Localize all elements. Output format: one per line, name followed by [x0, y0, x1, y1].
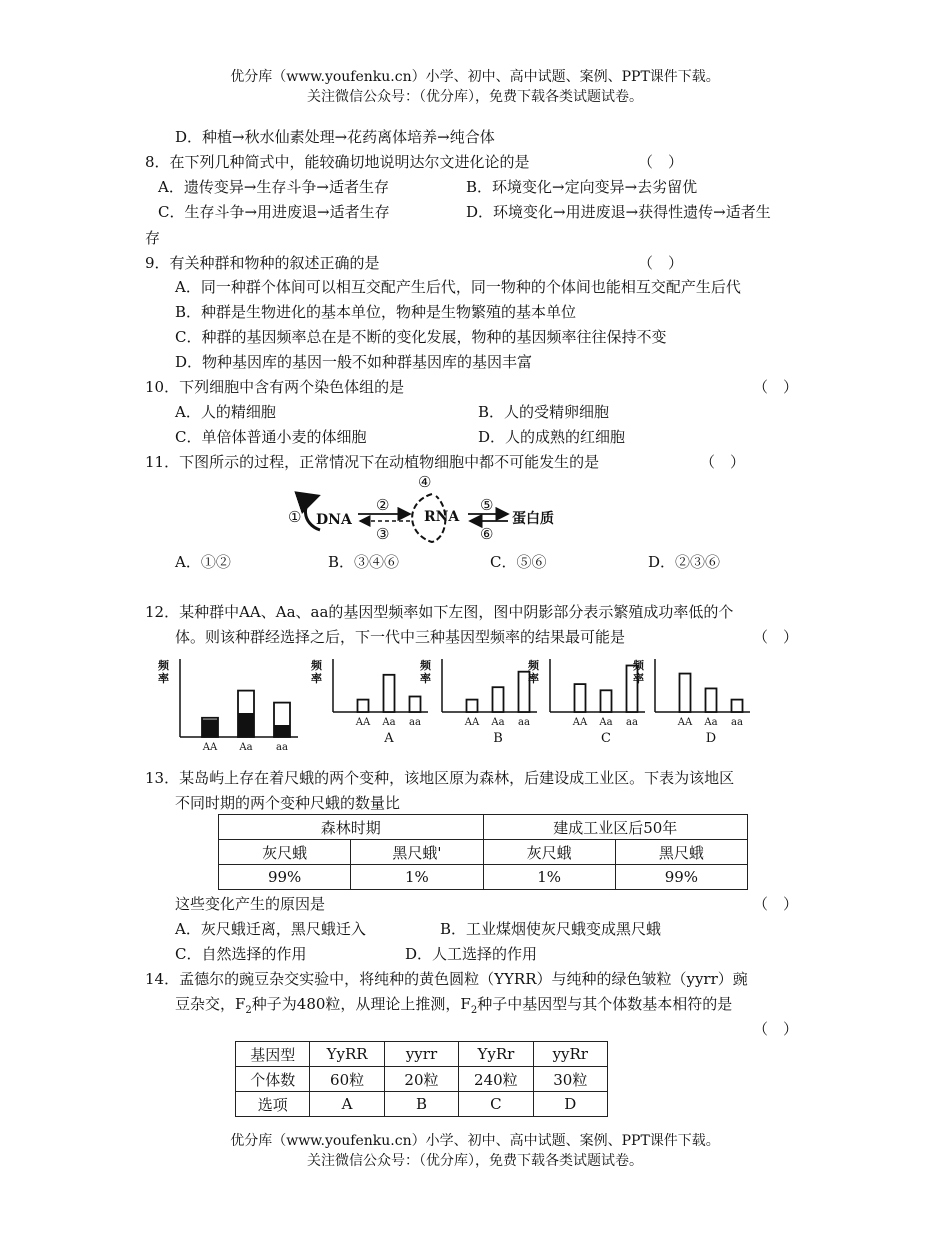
y-axis-label: 频: [633, 659, 644, 672]
y-axis-label: 率: [420, 672, 431, 685]
q11-option-d: D．②③⑥: [648, 553, 721, 571]
table-cell: 60粒: [310, 1067, 384, 1092]
tick-label: Aa: [599, 717, 613, 728]
label-1: ①: [288, 508, 302, 526]
tick-label: AA: [677, 717, 693, 728]
chart-title: B: [493, 731, 503, 746]
table-cell: 99%: [615, 865, 747, 890]
bar: [358, 700, 369, 712]
genotype-frequency-charts: [150, 655, 760, 755]
q8-stem: 8．在下列几种简式中，能较确切地说明达尔文进化论的是: [145, 153, 530, 171]
q9-option-d: D．物种基因库的基因一般不如种群基因库的基因丰富: [175, 353, 533, 371]
y-axis-label: 频: [528, 659, 539, 672]
footer-line-2: 关注微信公众号：（优分库），免费下载各类试题试卷。: [307, 1153, 643, 1169]
q14-answer-paren: （ ）: [753, 1020, 799, 1038]
bar: [732, 700, 743, 712]
bar: [601, 690, 612, 712]
y-axis-label: 频: [420, 659, 431, 672]
table-cell: 黑尺蛾': [351, 840, 483, 865]
q14-stem-part-c: 种子中基因型与其个体数基本相符的是: [477, 995, 733, 1013]
q11-option-a: A．①②: [175, 553, 231, 571]
tick-label: AA: [355, 717, 371, 728]
tick-label: Aa: [239, 742, 253, 753]
table-cell: 1%: [483, 865, 615, 890]
q10-option-b: B．人的受精卵细胞: [478, 403, 610, 421]
q10-answer-paren: （ ）: [753, 378, 799, 396]
table-cell: yyrr: [384, 1042, 458, 1067]
tick-label: Aa: [382, 717, 396, 728]
table-row: [236, 1092, 608, 1117]
tick-label: AA: [464, 717, 480, 728]
q10-option-d: D．人的成熟的红细胞: [478, 428, 626, 446]
q13-option-a: A．灰尺蛾迁离，黑尺蛾迁入: [175, 920, 366, 938]
q11-answer-paren: （ ）: [700, 453, 746, 471]
q14-stem-part-b: 种子为480粒，从理论上推测，F: [251, 995, 471, 1013]
bar: [493, 687, 504, 712]
q8-answer-paren: （ ）: [638, 153, 684, 171]
y-axis-label: 频: [158, 659, 169, 672]
table-cell: 选项: [236, 1092, 310, 1117]
q8-option-d-cont: 存: [145, 229, 161, 247]
table-cell: 个体数: [236, 1067, 310, 1092]
q14-stem-part-a: 豆杂交，F: [175, 995, 246, 1013]
q13-stem-line-1: 13．某岛屿上存在着尺蛾的两个变种，该地区原为森林，后建设成工业区。下表为该地区: [145, 769, 735, 787]
q14-stem-line-1: 14．孟德尔的豌豆杂交实验中，将纯种的黄色圆粒（YYRR）与纯种的绿色皱粒（yyrr）豌: [145, 970, 748, 988]
q11-stem: 11．下图所示的过程，正常情况下在动植物细胞中都不可能发生的是: [145, 453, 600, 471]
label-3: ③: [376, 525, 390, 543]
q8-option-c: C．生存斗争→用进废退→适者生存: [158, 203, 390, 221]
chart-title: A: [384, 731, 394, 746]
q8-option-a: A．遗传变异→生存斗争→适者生存: [158, 178, 389, 196]
header-line-2: 关注微信公众号：（优分库），免费下载各类试题试卷。: [307, 89, 643, 105]
q13-option-b: B．工业煤烟使灰尺蛾变成黑尺蛾: [440, 920, 662, 938]
q14-subscript-1: 2: [245, 1005, 252, 1016]
tick-label: AA: [572, 717, 588, 728]
label-2: ②: [376, 496, 390, 514]
q9-option-a: A．同一种群个体间可以相互交配产生后代，同一物种的个体间也能相互交配产生后代: [175, 278, 741, 296]
table-cell: YyRr: [459, 1042, 533, 1067]
chart-title: C: [601, 731, 611, 746]
bar: [575, 684, 586, 712]
tick-label: aa: [276, 742, 288, 753]
table-cell: YyRR: [310, 1042, 384, 1067]
table-cell: 基因型: [236, 1042, 310, 1067]
table-cell: D: [533, 1092, 607, 1117]
y-axis-label: 频: [311, 659, 322, 672]
tick-label: Aa: [491, 717, 505, 728]
table-header-forest: 森林时期: [219, 815, 484, 840]
y-axis-label: 率: [528, 672, 539, 685]
tick-label: Aa: [704, 717, 718, 728]
y-axis-label: 率: [311, 672, 322, 685]
genotype-count-table: [235, 1041, 608, 1117]
q13-stem-line-2: 不同时期的两个变种尺蛾的数量比: [175, 794, 401, 812]
bar-shaded: [274, 725, 290, 737]
rna-label: RNA: [424, 509, 460, 525]
q9-stem: 9．有关种群和物种的叙述正确的是: [145, 254, 380, 272]
table-cell: 黑尺蛾: [615, 840, 747, 865]
bar-shaded: [238, 713, 254, 737]
label-4: ④: [418, 473, 432, 491]
table-cell: 灰尺蛾: [483, 840, 615, 865]
q10-option-a: A．人的精细胞: [175, 403, 276, 421]
bar: [680, 674, 691, 712]
moth-ratio-table: [218, 814, 748, 890]
central-dogma-diagram: [280, 472, 580, 547]
table-cell: A: [310, 1092, 384, 1117]
label-5: ⑤: [480, 496, 494, 514]
table-row: [219, 865, 748, 890]
table-cell: C: [459, 1092, 533, 1117]
protein-label: 蛋白质: [512, 511, 554, 527]
bar: [410, 697, 421, 713]
q13-option-d: D．人工选择的作用: [405, 945, 538, 963]
table-cell: 灰尺蛾: [219, 840, 351, 865]
q11-option-b: B．③④⑥: [328, 553, 400, 571]
q8-option-d: D．环境变化→用进废退→获得性遗传→适者生: [466, 203, 771, 221]
q12-stem-line-2: 体。则该种群经选择之后，下一代中三种基因型频率的结果最可能是: [175, 628, 626, 646]
q13-answer-paren: （ ）: [753, 895, 799, 913]
q7-option-d: D．种植→秋水仙素处理→花药离体培养→纯合体: [175, 128, 495, 146]
table-cell: 240粒: [459, 1067, 533, 1092]
table-cell: 30粒: [533, 1067, 607, 1092]
bar-shaded: [202, 719, 218, 737]
dna-label: DNA: [316, 512, 352, 528]
q12-answer-paren: （ ）: [753, 628, 799, 646]
q14-stem-line-2: [175, 993, 732, 1016]
table-cell: B: [384, 1092, 458, 1117]
q9-option-c: C．种群的基因频率总在是不断的变化发展，物种的基因频率往往保持不变: [175, 328, 667, 346]
tick-label: aa: [409, 717, 421, 728]
y-axis-label: 率: [158, 672, 169, 685]
q14-subscript-2: 2: [470, 1005, 478, 1016]
bar: [467, 700, 478, 712]
bar: [384, 675, 395, 712]
q12-stem-line-1: 12．某种群中AA、Aa、aa的基因型频率如下左图，图中阴影部分表示繁殖成功率低的个: [145, 603, 734, 621]
table-row: [219, 840, 748, 865]
table-cell: 1%: [351, 865, 483, 890]
q9-option-b: B．种群是生物进化的基本单位，物种是生物繁殖的基本单位: [175, 303, 577, 321]
header-line-1: 优分库（www.youfenku.cn）小学、初中、高中试题、案例、PPT课件下载。: [230, 69, 720, 85]
tick-label: aa: [518, 717, 530, 728]
table-cell: 20粒: [384, 1067, 458, 1092]
table-row: [236, 1042, 608, 1067]
footer-line-1: 优分库（www.youfenku.cn）小学、初中、高中试题、案例、PPT课件下载。: [230, 1133, 720, 1149]
q13-reason: 这些变化产生的原因是: [175, 895, 326, 913]
table-cell: yyRr: [533, 1042, 607, 1067]
tick-label: AA: [202, 742, 218, 753]
bar: [706, 688, 717, 712]
label-6: ⑥: [480, 525, 494, 543]
tick-label: aa: [731, 717, 743, 728]
chart-title: D: [705, 731, 717, 746]
q13-option-c: C．自然选择的作用: [175, 945, 307, 963]
table-header-industrial: 建成工业区后50年: [483, 815, 748, 840]
q11-option-c: C．⑤⑥: [490, 553, 547, 571]
q8-option-b: B．环境变化→定向变异→去劣留优: [466, 178, 698, 196]
y-axis-label: 率: [633, 672, 644, 685]
q10-stem: 10．下列细胞中含有两个染色体组的是: [145, 378, 405, 396]
q9-answer-paren: （ ）: [638, 254, 684, 272]
q10-option-c: C．单倍体普通小麦的体细胞: [175, 428, 367, 446]
table-row: [236, 1067, 608, 1092]
table-cell: 99%: [219, 865, 351, 890]
table-row: [219, 815, 748, 840]
tick-label: aa: [626, 717, 638, 728]
